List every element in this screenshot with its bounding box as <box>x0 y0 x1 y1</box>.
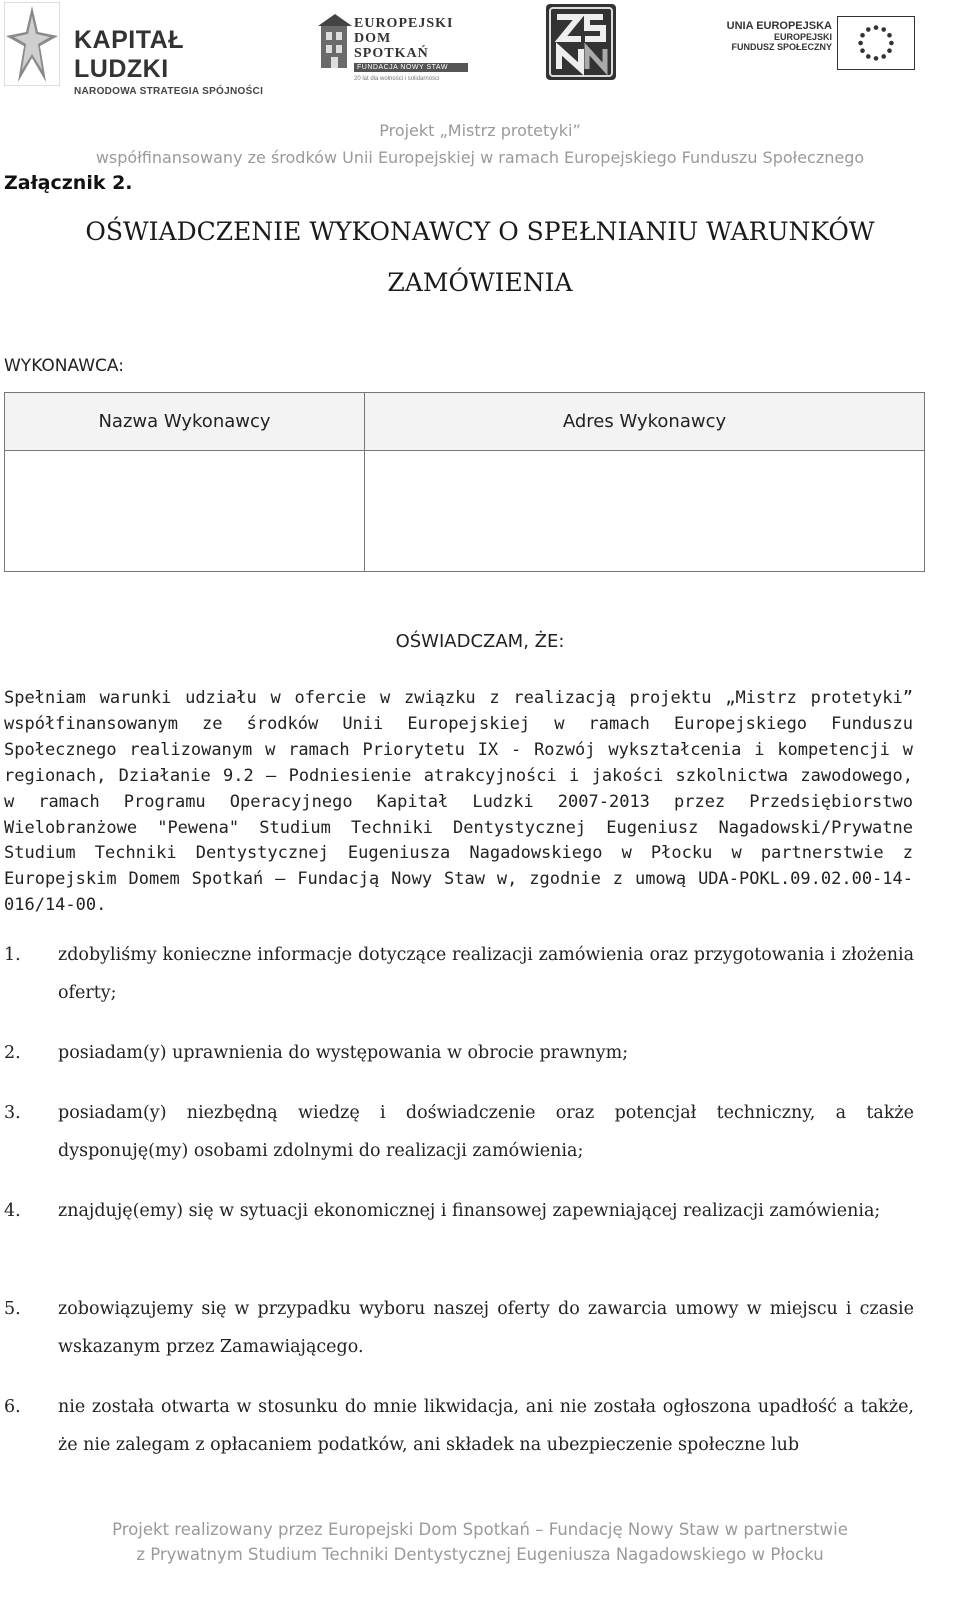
list-item-text: posiadam(y) uprawnienia do występowania w obrocie prawnym; <box>58 1043 629 1063</box>
list-item-number: 6. <box>4 1397 21 1417</box>
contractor-label: WYKONAWCA: <box>4 356 124 376</box>
list-item-number: 5. <box>4 1299 21 1319</box>
logo-bar <box>0 0 960 100</box>
kapital-ludzki-star-logo <box>4 2 60 86</box>
list-item-number: 2. <box>4 1043 21 1063</box>
document-title-line2: ZAMÓWIENIA <box>387 268 573 297</box>
contractor-table <box>4 392 925 572</box>
project-title-line: Projekt „Mistrz protetyki” <box>379 121 581 140</box>
unia-europejska-logo <box>712 16 932 76</box>
house-logo <box>318 14 352 70</box>
list-item-number: 1. <box>4 945 21 965</box>
europejski-dom-spotkan-logo <box>318 14 468 82</box>
eds-logo-line4: 20 lat dla wolności i solidarności <box>354 76 440 82</box>
eds-logo-line3: FUNDACJA NOWY STAW <box>354 63 468 72</box>
footer-line2: z Prywatnym Studium Techniki Dentystycznej Eugeniusza Nagadowskiego w Płocku <box>136 1545 824 1564</box>
eu-flag-icon <box>837 16 915 70</box>
intro-paragraph: Spełniam warunki udziału w ofercie w związku z realizacją projektu „Mistrz protetyki” współfinansowanym ze środków Unii Europejskiej w ramach Europejskiego Funduszu Społecznego realizowanym w ramach Priorytetu IX - Rozwój wykształcenia i kompetencji w regionach, Działanie 9.2 – Podniesienie atrakcyjności i jakości szkolnictwa zawodowego, w ramach Programu Operacyjnego Kapitał Ludzki 2007-2013 przez Przedsiębiorstwo Wielobranżowe "Pewena" Studium Techniki Dentystycznej Eugeniusz Nagadowski/Prywatne Studium Techniki Dentystycznej Eugeniusza Nagadowskiego w Płocku w partnerstwie z Europejskim Domem Spotkań – Fundacją Nowy Staw w, zgodnie z umową UDA-POKL.09.02.00-14-016/14-00. <box>4 688 913 916</box>
list-item-text: nie została otwarta w stosunku do mnie likwidacja, ani nie została ogłoszona upadłość a także, że nie zalegam z opłacaniem podatków, ani składek na ubezpieczenie społeczne lub <box>58 1397 914 1455</box>
eds-logo-line2: DOM SPOTKAŃ <box>354 31 429 61</box>
ue-logo-line1: UNIA EUROPEJSKA <box>726 20 832 32</box>
kapital-ludzki-title: KAPITAŁ LUDZKI <box>74 26 184 83</box>
contractor-address-cell[interactable] <box>365 451 925 572</box>
kapital-ludzki-subtitle: NARODOWA STRATEGIA SPÓJNOŚCI <box>74 86 264 97</box>
footer-line1: Projekt realizowany przez Europejski Dom Spotkań – Fundację Nowy Staw w partnerstwie <box>112 1520 848 1539</box>
list-item-text: znajduję(emy) się w sytuacji ekonomicznej i finansowej zapewniającej realizacji zamówienia; <box>58 1201 881 1221</box>
zsn-logo <box>545 3 617 81</box>
annex-label: Załącznik 2. <box>4 172 133 194</box>
list-item-number: 3. <box>4 1103 21 1123</box>
ue-logo-line3: FUNDUSZ SPOŁECZNY <box>731 42 832 52</box>
table-row <box>5 451 925 572</box>
table-header-row <box>5 393 925 451</box>
funding-line: współfinansowany ze środków Unii Europejskiej w ramach Europejskiego Funduszu Społecznego <box>95 148 865 167</box>
list-item-text: posiadam(y) niezbędną wiedzę i doświadczenie oraz potencjał techniczny, a także dysponuję(my) osobami zdolnymi do realizacji zamówienia; <box>58 1103 914 1161</box>
list-item-number: 4. <box>4 1201 21 1221</box>
ue-logo-line2: EUROPEJSKI <box>773 32 832 42</box>
kapital-ludzki-logo <box>4 2 279 97</box>
column-header-name: Nazwa Wykonawcy <box>5 393 365 451</box>
list-item-text: zdobyliśmy konieczne informacje dotyczące realizacji zamówienia oraz przygotowania i złożenia oferty; <box>58 945 914 1003</box>
contractor-name-cell[interactable] <box>5 451 365 572</box>
list-item-text: zobowiązujemy się w przypadku wyboru naszej oferty do zawarcia umowy w miejscu i czasie wskazanym przez Zamawiającego. <box>58 1299 914 1357</box>
declaration-heading: OŚWIADCZAM, ŻE: <box>395 631 565 652</box>
eds-logo-line1: EUROPEJSKI <box>354 16 454 31</box>
column-header-address: Adres Wykonawcy <box>365 393 925 451</box>
document-title-line1: OŚWIADCZENIE WYKONAWCY O SPEŁNIANIU WARUNKÓW <box>85 217 875 246</box>
